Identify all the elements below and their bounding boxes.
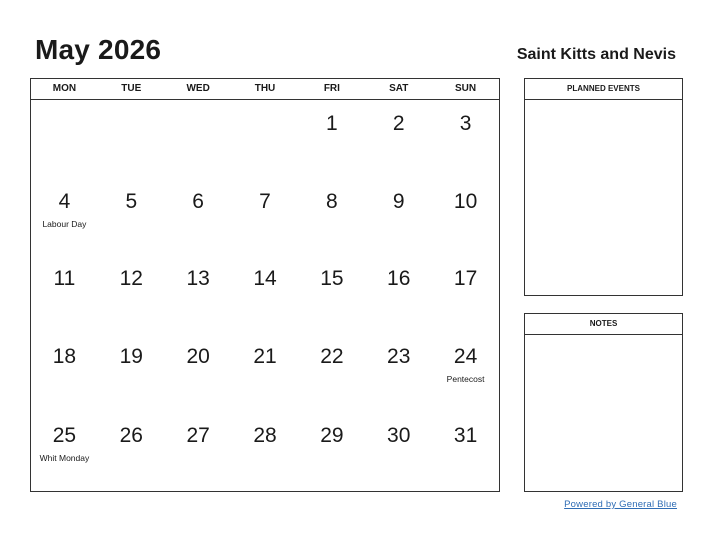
holiday-label: Whit Monday: [39, 453, 90, 463]
day-number: 27: [186, 424, 210, 447]
day-number: 6: [192, 190, 204, 213]
weekday-mon: MON: [52, 83, 77, 94]
day-cell: [98, 412, 165, 490]
day-number: 14: [253, 267, 277, 290]
day-number: 22: [320, 345, 344, 368]
day-cell: [298, 255, 365, 333]
day-cell: [432, 255, 499, 333]
calendar-week: [31, 178, 499, 256]
day-number: 24: [453, 345, 478, 368]
day-number: 19: [119, 345, 143, 368]
day-number: 1: [326, 112, 338, 135]
calendar-week: [31, 255, 499, 333]
day-cell: [365, 100, 432, 178]
day-cell: [232, 412, 299, 490]
day-number: 21: [253, 345, 277, 368]
weekday-wed: WED: [186, 83, 210, 94]
day-number: 11: [53, 267, 76, 290]
weekday-header: [31, 79, 499, 100]
weekday-sun: SUN: [455, 83, 477, 94]
day-number: 12: [119, 267, 143, 290]
calendar-week: [31, 412, 499, 490]
calendar-grid: [30, 78, 500, 492]
weekday-fri: FRI: [323, 83, 340, 94]
day-number: 15: [320, 267, 344, 290]
day-cell: [432, 100, 499, 178]
day-cell: [165, 100, 232, 178]
day-cell: [365, 178, 432, 256]
day-cell: [232, 100, 299, 178]
calendar-title: May 2026: [35, 34, 162, 65]
day-number: 4: [58, 190, 71, 213]
weekday-sat: SAT: [389, 83, 409, 94]
day-number: 13: [186, 267, 210, 290]
day-number: 8: [326, 190, 338, 213]
day-cell: [298, 333, 365, 411]
weekday-thu: THU: [254, 83, 276, 94]
planned-events-heading: PLANNED EVENTS: [525, 79, 682, 100]
day-number: 26: [119, 424, 143, 447]
notes-heading: NOTES: [525, 314, 682, 335]
day-number: 23: [387, 345, 411, 368]
country-name: Saint Kitts and Nevis: [516, 46, 676, 63]
day-cell: [298, 178, 365, 256]
day-number: 17: [453, 267, 478, 290]
planned-events-panel: [524, 78, 683, 296]
day-number: 5: [125, 190, 138, 213]
powered-by-link[interactable]: Powered by General Blue: [564, 499, 677, 510]
day-number: 29: [320, 424, 344, 447]
day-number: 25: [52, 424, 77, 447]
day-cell: [432, 412, 499, 490]
day-cell: [298, 100, 365, 178]
day-cell: [365, 412, 432, 490]
day-number: 3: [459, 112, 472, 135]
day-number: 28: [253, 424, 277, 447]
day-cell: [31, 178, 98, 256]
day-number: 18: [52, 345, 77, 368]
day-number: 16: [387, 267, 411, 290]
holiday-label: Pentecost: [446, 374, 485, 384]
calendar-body: [31, 100, 499, 491]
calendar-week: [31, 100, 499, 178]
day-number: 31: [453, 424, 478, 447]
day-number: 9: [392, 190, 405, 213]
day-cell: [165, 412, 232, 490]
day-cell: [98, 333, 165, 411]
day-cell: [365, 333, 432, 411]
day-cell: [31, 412, 98, 490]
day-number: 10: [453, 190, 478, 213]
day-cell: [165, 178, 232, 256]
day-cell: [232, 333, 299, 411]
day-cell: [232, 178, 299, 256]
day-cell: [232, 255, 299, 333]
day-cell: [432, 178, 499, 256]
calendar-week: [31, 333, 499, 411]
day-cell: [98, 178, 165, 256]
day-number: 30: [387, 424, 411, 447]
day-cell: [98, 100, 165, 178]
day-number: 20: [186, 345, 210, 368]
day-cell: [298, 412, 365, 490]
day-cell: [165, 255, 232, 333]
day-cell: [98, 255, 165, 333]
day-cell: [365, 255, 432, 333]
day-cell: [432, 333, 499, 411]
weekday-tue: TUE: [121, 83, 142, 94]
day-cell: [31, 255, 98, 333]
day-number: 2: [392, 112, 405, 135]
day-cell: [165, 333, 232, 411]
day-cell: [31, 333, 98, 411]
notes-panel: [524, 313, 683, 492]
day-cell: [31, 100, 98, 178]
day-number: 7: [259, 190, 271, 213]
holiday-label: Labour Day: [42, 219, 87, 229]
